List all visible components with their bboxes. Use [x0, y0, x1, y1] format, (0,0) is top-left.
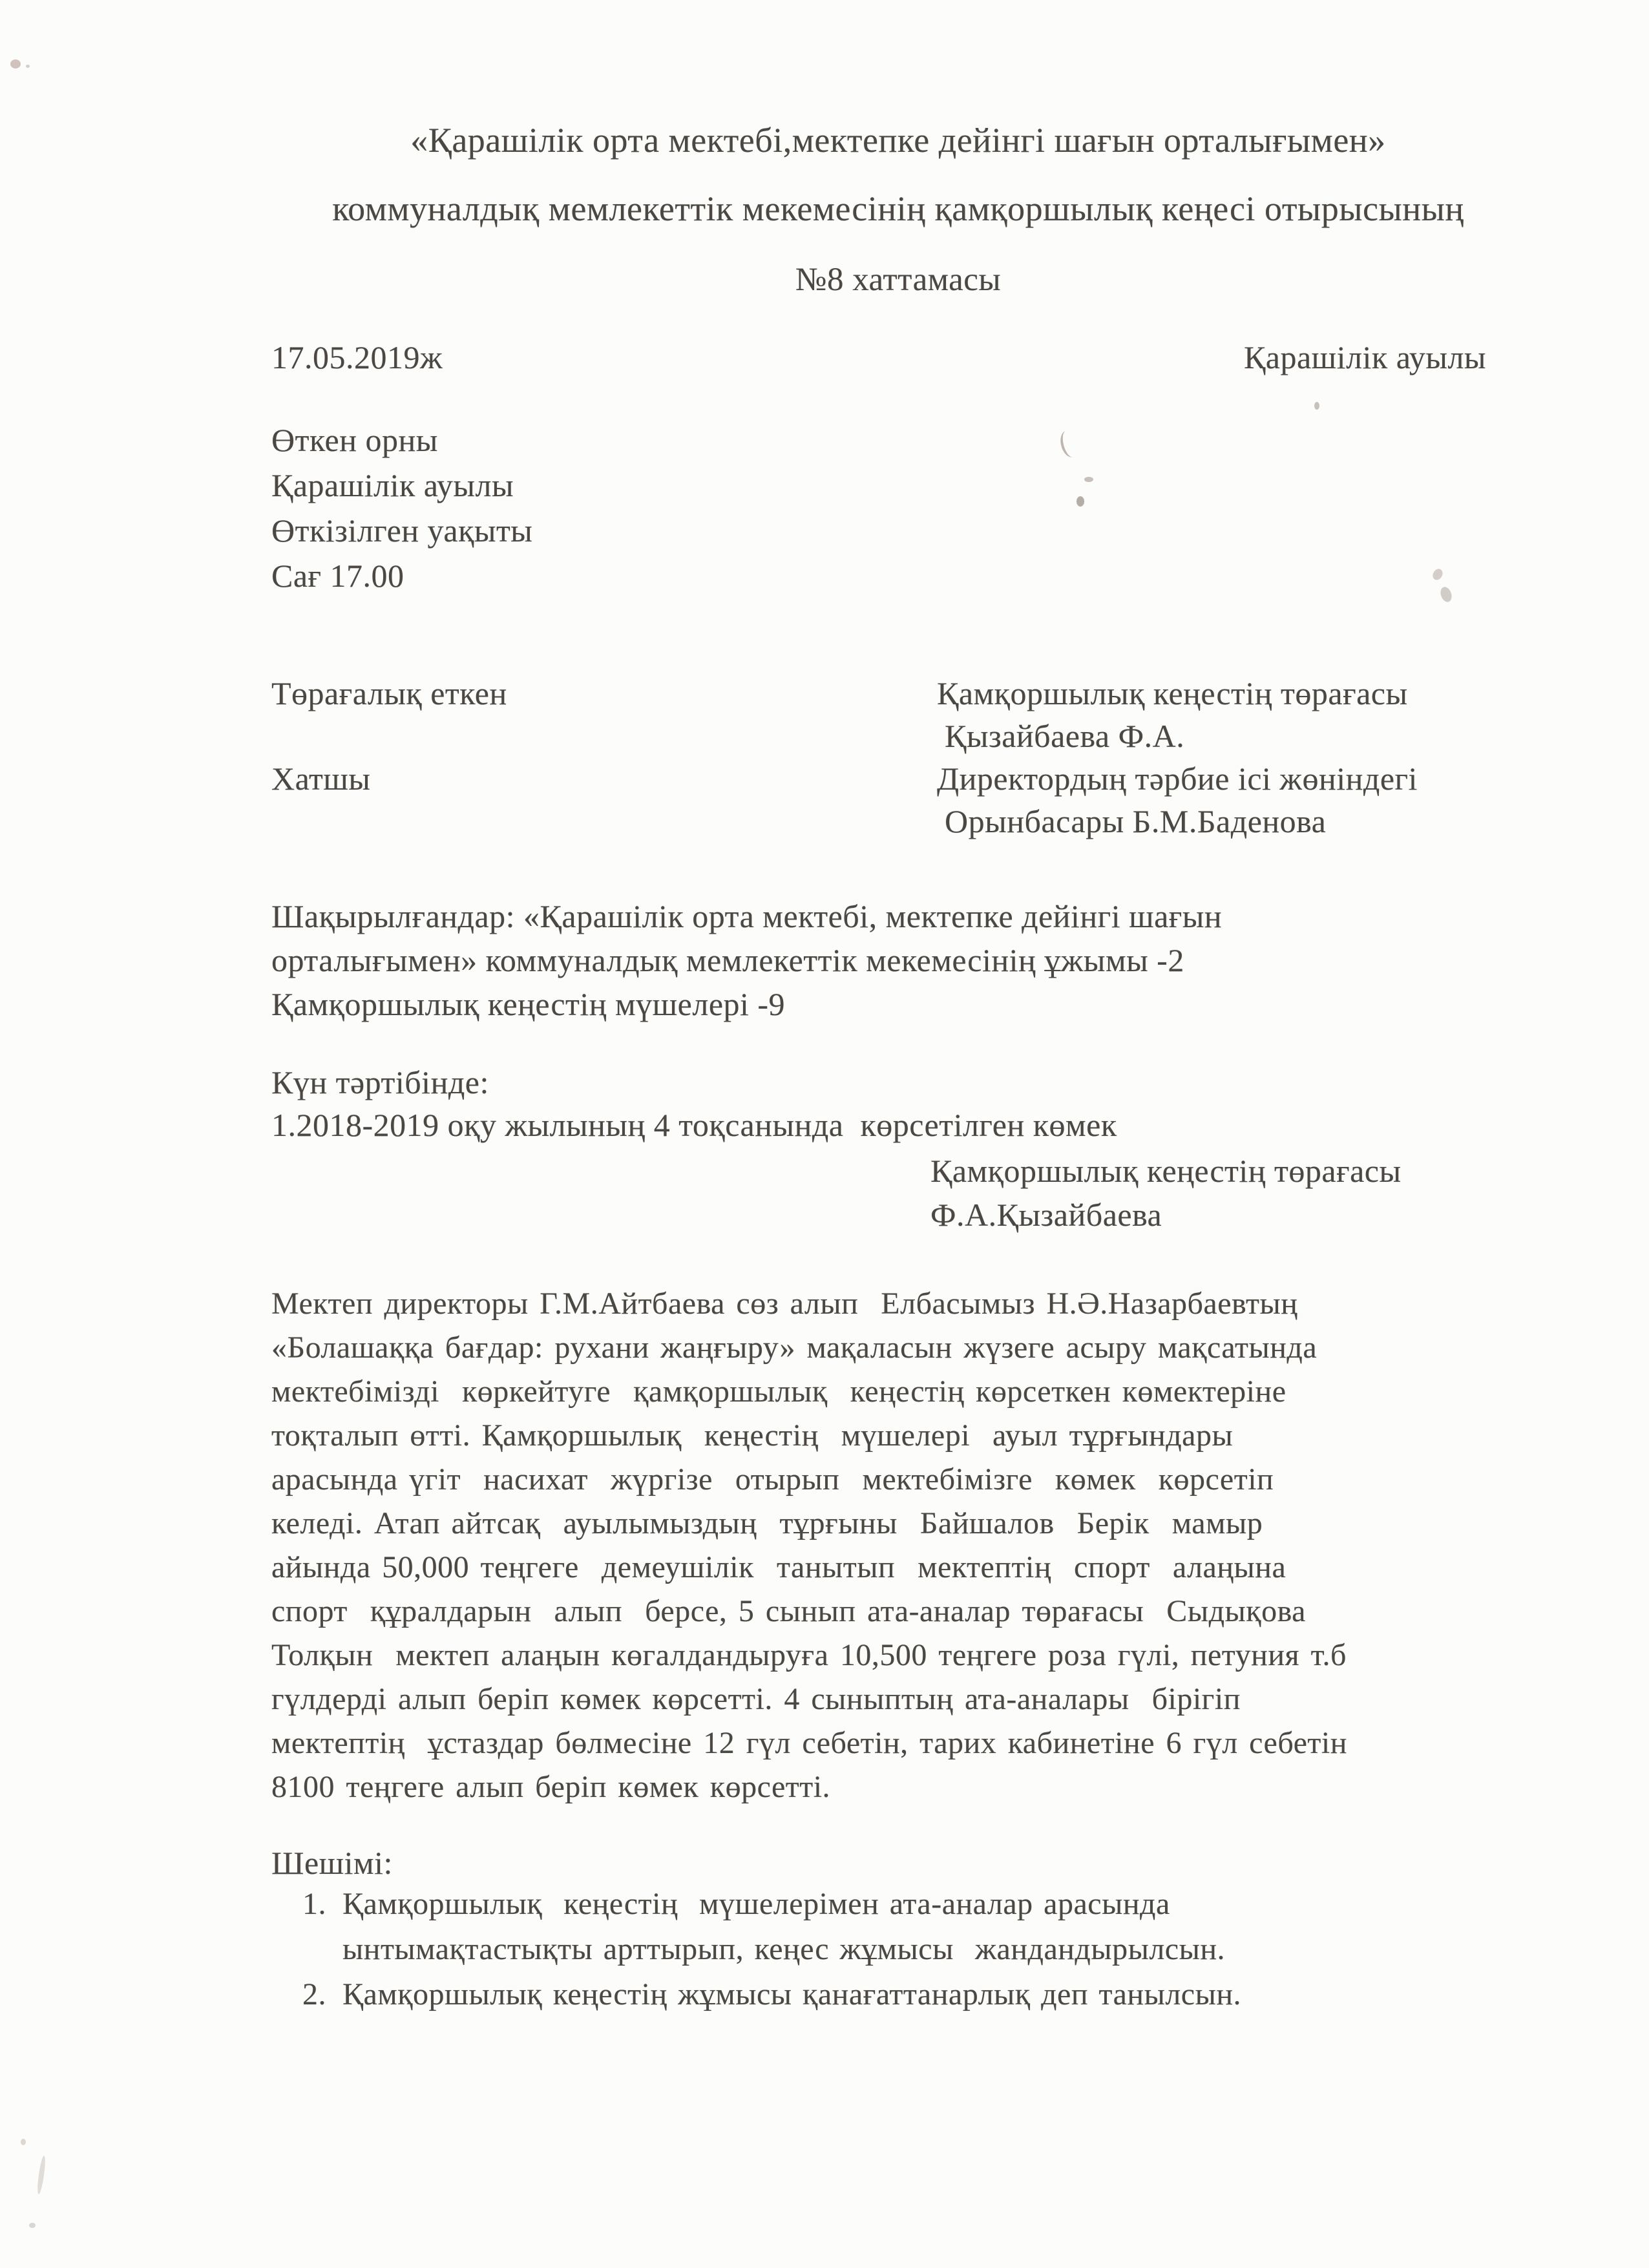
- venue-value: Қарашілік ауылы: [271, 467, 514, 503]
- decision-item-number: 2.: [302, 1977, 326, 2011]
- invited-block: [271, 894, 1222, 1026]
- time-value: Сағ 17.00: [271, 558, 404, 594]
- body-line: 8100 теңгеге алып беріп көмек көрсетті.: [271, 1770, 831, 1804]
- chair-name-row: [271, 715, 1557, 757]
- body-line: гүлдерді алып беріп көмек көрсетті. 4 сыныптың ата-аналары бірігіп: [271, 1682, 1241, 1716]
- body-paragraph: [271, 1282, 1347, 1809]
- secretary-label: Хатшы: [271, 761, 371, 797]
- agenda-heading: Күн тәртібінде:: [271, 1064, 489, 1100]
- scan-speck: [1438, 585, 1453, 604]
- chair-title: Қамқоршылық кеңестің төрағасы: [937, 675, 1408, 711]
- time-label: Өткізілген уақыты: [271, 512, 533, 549]
- scan-speck: [36, 2156, 47, 2195]
- body-line: мектебімізді көркейтуге қамқоршылық кеңестің көрсеткен көмектеріне: [271, 1374, 1287, 1409]
- scan-speck: [1058, 428, 1081, 459]
- meeting-place: Қарашілік ауылы: [1243, 339, 1486, 375]
- secretary-row: [271, 757, 1557, 800]
- decision-item-text: Қамқоршылық кеңестің мүшелерімен ата-аналар арасында: [342, 1887, 1170, 1921]
- body-line: спорт құралдарын алып берсе, 5 сынып ата-аналар төрағасы Сыдықова: [271, 1594, 1306, 1628]
- body-line: тоқталып өтті. Қамқоршылық кеңестің мүшелері ауыл тұрғындары: [271, 1418, 1234, 1453]
- invited-line: Қамқоршылық кеңестің мүшелері -9: [271, 986, 786, 1022]
- body-line: «Болашаққа бағдар: рухани жаңғыру» мақаласын жүзеге асыру мақсатында: [271, 1330, 1318, 1365]
- date-place-row: [271, 339, 1486, 376]
- agenda-speaker-name: Ф.А.Қызайбаева: [930, 1197, 1162, 1233]
- scan-speck: [10, 59, 21, 68]
- agenda-speaker-block: [930, 1149, 1402, 1237]
- body-line: келеді. Атап айтсақ ауылымыздың тұрғыны Байшалов Берік мамыр: [271, 1506, 1263, 1540]
- decision-heading: Шешімі:: [271, 1845, 393, 1881]
- decision-item-continuation: [302, 1927, 1241, 1972]
- document-title-line2: коммуналдық мемлекеттік мекемесінің қамқоршылық кеңесі отырысының: [332, 189, 1464, 228]
- decision-item: [302, 1882, 1241, 1927]
- chair-name: Қызайбаева Ф.А.: [945, 718, 1185, 754]
- secretary-title: Директордың тәрбие ісі жөніндегі: [937, 761, 1418, 797]
- scan-speck: [21, 2139, 26, 2145]
- venue-block: [271, 417, 532, 598]
- scan-speck: [1314, 402, 1319, 410]
- decision-item: [302, 1972, 1241, 2017]
- document-title-line1: «Қарашілік орта мектебі,мектепке дейінгі шағын орталығымен»: [410, 121, 1386, 160]
- venue-label: Өткен орны: [271, 422, 438, 458]
- secretary-name: Орынбасары Б.М.Баденова: [945, 803, 1327, 839]
- secretary-name-row: [271, 800, 1557, 843]
- decision-item-number: 1.: [302, 1887, 326, 1921]
- invited-line: орталығымен» коммуналдық мемлекеттік мекемесінің ұжымы -2: [271, 942, 1184, 978]
- chair-row: [271, 672, 1557, 715]
- decision-item-text: ынтымақтастықты арттырып, кеңес жұмысы жандандырылсын.: [342, 1932, 1226, 1966]
- agenda-speaker-title: Қамқоршылық кеңестің төрағасы: [930, 1153, 1402, 1189]
- body-line: айында 50,000 теңгеге демеушілік танытып мектептің спорт алаңына: [271, 1550, 1287, 1584]
- scan-speck: [29, 2223, 36, 2228]
- chair-label: Төрағалық еткен: [271, 675, 507, 711]
- body-line: Мектеп директоры Г.М.Айтбаева сөз алып Елбасымыз Н.Ә.Назарбаевтың: [271, 1286, 1298, 1321]
- scan-speck: [1431, 567, 1444, 582]
- officials-block: [271, 672, 1557, 843]
- decision-item-text: Қамқоршылық кеңестің жұмысы қанағаттанарлық деп танылсын.: [342, 1977, 1242, 2011]
- scan-speck: [26, 65, 30, 68]
- scan-speck: [1084, 477, 1093, 482]
- decision-list: [302, 1882, 1241, 2017]
- body-line: мектептің ұстаздар бөлмесіне 12 гүл себетін, тарих кабинетіне 6 гүл себетін: [271, 1726, 1347, 1760]
- body-line: Толқын мектеп алаңын көгалдандыруға 10,500 теңгеге роза гүлі, петуния т.б: [271, 1638, 1347, 1672]
- invited-line: Шақырылғандар: «Қарашілік орта мектебі, мектепке дейінгі шағын: [271, 898, 1223, 934]
- protocol-number: №8 хаттамасы: [795, 262, 1002, 298]
- body-line: арасында үгіт насихат жүргізе отырып мектебімізге көмек көрсетіп: [271, 1462, 1274, 1496]
- scan-speck: [1077, 496, 1084, 507]
- agenda-item: 1.2018-2019 оқу жылының 4 тоқсанында көрсетілген көмек: [271, 1107, 1117, 1143]
- meeting-date: 17.05.2019ж: [271, 339, 443, 375]
